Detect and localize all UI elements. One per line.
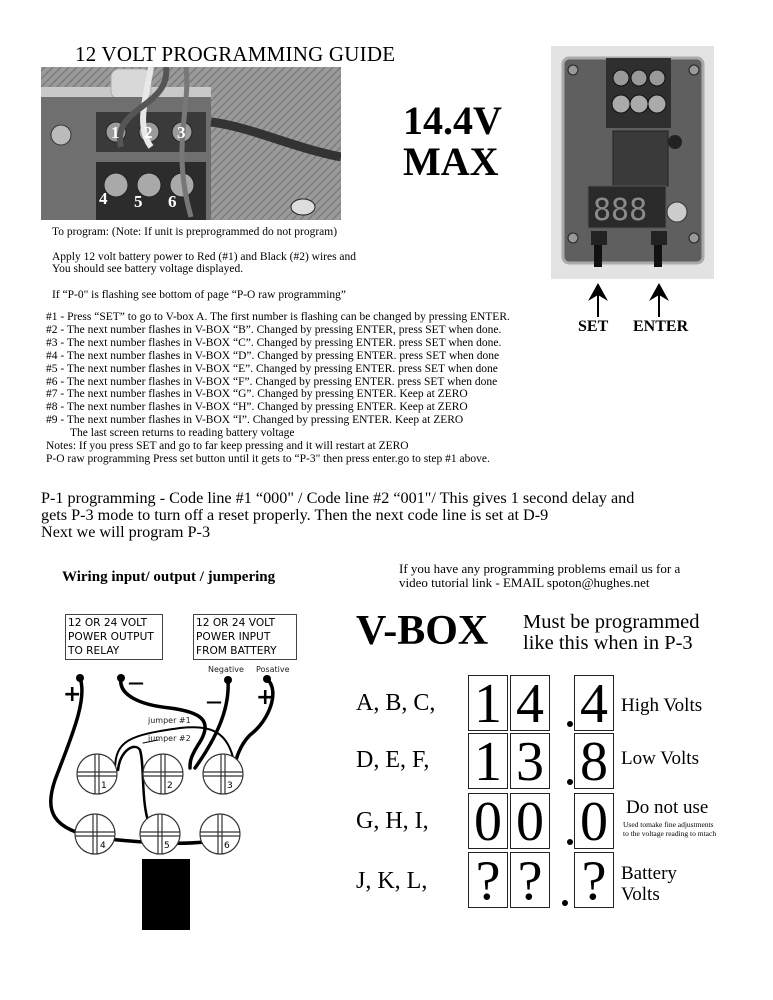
photo-terminal-2: 2: [144, 123, 153, 142]
terminal-5-label: 5: [164, 841, 170, 851]
intro-see-voltage: You should see battery voltage displayed.: [52, 263, 244, 275]
terminal-1-label: 1: [101, 781, 107, 791]
digit-f: 8: [574, 733, 614, 789]
digit-l: ?: [574, 852, 614, 908]
terminal-6-label: 6: [224, 841, 230, 851]
steps-notes: Notes: If you press SET and go to far keep pressing and it will restart at ZERO: [46, 440, 409, 453]
input-box-line-3: FROM BATTERY: [196, 645, 277, 657]
page-title: 12 VOLT PROGRAMMING GUIDE: [75, 42, 396, 66]
positive-label: Posative: [256, 665, 290, 674]
do-not-use-label: Do not use: [626, 797, 709, 818]
output-box-line-1: 12 OR 24 VOLT: [68, 617, 148, 629]
row-def-letters: D, E, F,: [356, 747, 430, 773]
decimal-point: [567, 779, 573, 785]
vbox-subtitle-line-2: like this when in P-3: [523, 632, 693, 654]
step-9: #9 - The next number flashes in V-BOX “I”. Changed by pressing ENTER. Keep at ZERO: [46, 414, 464, 427]
help-email-line: video tutorial link - EMAIL spoton@hughes.net: [399, 575, 650, 590]
low-volts-label: Low Volts: [621, 748, 699, 769]
terminal-block-photo: [41, 67, 341, 220]
max-voltage-label: MAX: [403, 139, 499, 184]
enter-button-label: ENTER: [633, 318, 689, 335]
output-plus-sign: +: [63, 682, 82, 707]
intro-note: To program: (Note: If unit is preprogrammed do not program): [52, 226, 338, 238]
step-2: #2 - The next number flashes in V-BOX “B”. Changed by pressing ENTER, press SET when done.: [46, 323, 502, 336]
fine-adjust-note-2: to the voltage reading to mtach: [623, 829, 717, 838]
fine-adjust-note-1: Used tomake fine adjustments: [623, 820, 714, 829]
programming-steps: [46, 311, 510, 466]
input-minus-sign: —: [206, 692, 222, 711]
terminal-3-label: 3: [227, 781, 233, 791]
jumper-2-label: jumper #2: [148, 734, 191, 743]
input-box-line-1: 12 OR 24 VOLT: [196, 617, 276, 629]
relay-module-photo: [551, 46, 714, 279]
input-box: [193, 614, 297, 660]
step-8: #8 - The next number flashes in V-BOX “H”. Changed by pressing ENTER. Keep at ZERO: [46, 401, 468, 414]
terminal-2-label: 2: [167, 781, 173, 791]
p1-programming-section: [41, 490, 634, 541]
vbox-subtitle-line-1: Must be programmed: [523, 611, 700, 633]
intro-p0-note: If “P-0" is flashing see bottom of page “P-O raw programming”: [52, 289, 347, 301]
photo-terminal-6: 6: [168, 192, 177, 211]
step-6: #6 - The next number flashes in V-BOX “F”. Changed by pressing ENTER. press SET when done: [46, 375, 498, 388]
digit-e: 3: [510, 733, 550, 789]
digit-j: ?: [468, 852, 508, 908]
photo-terminal-1: 1: [111, 123, 120, 142]
photo-terminal-5: 5: [134, 192, 143, 211]
digit-d: 1: [468, 733, 508, 789]
set-button-label: SET: [578, 318, 609, 335]
output-minus-sign: —: [128, 673, 144, 692]
digit-i: 0: [574, 793, 614, 849]
help-text: [399, 562, 680, 590]
device-display: 888: [593, 193, 648, 228]
help-line-1: If you have any programming problems email us for a: [399, 561, 681, 576]
max-voltage-heading: [403, 100, 502, 182]
digit-g: 0: [468, 793, 508, 849]
digit-b: 4: [510, 675, 550, 731]
enter-arrow-icon: [649, 283, 669, 317]
row-ghi-letters: G, H, I,: [356, 808, 429, 834]
p1-line-3: Next we will program P-3: [41, 523, 211, 541]
set-arrow-icon: [588, 283, 608, 317]
battery-volts-line-2: Volts: [621, 884, 660, 905]
battery-volts-line-1: Battery: [621, 863, 677, 884]
intro-apply-power: Apply 12 volt battery power to Red (#1) and Black (#2) wires and: [52, 251, 357, 263]
input-plus-sign: +: [256, 685, 275, 710]
step-last-screen: The last screen returns to reading battery voltage: [70, 427, 295, 440]
decimal-point: [567, 839, 573, 845]
photo-terminal-3: 3: [177, 123, 186, 142]
step-7: #7 - The next number flashes in V-BOX “G”. Changed by pressing ENTER. Keep at ZERO: [46, 388, 468, 401]
p1-line-2: gets P-3 mode to turn off a reset properly. Then the next code line is set at D-9: [41, 506, 549, 524]
digit-a: 1: [468, 675, 508, 731]
terminal-4-label: 4: [100, 841, 106, 851]
wiring-title: Wiring input/ output / jumpering: [62, 569, 276, 585]
p1-line-1: P-1 programming - Code line #1 “000" / Code line #2 “001"/ This gives 1 second delay and: [41, 489, 635, 507]
battery-volts-label: [621, 863, 677, 905]
digit-k: ?: [510, 852, 550, 908]
decimal-point: [562, 900, 568, 906]
row-jkl-letters: J, K, L,: [356, 868, 428, 894]
step-4: #4 - The next number flashes in V-BOX “D”. Changed by pressing ENTER. press SET when done: [46, 349, 500, 362]
decimal-point: [567, 721, 573, 727]
output-box-line-3: TO RELAY: [68, 645, 120, 657]
output-box: [65, 614, 163, 660]
step-3: #3 - The next number flashes in V-BOX “C”. Changed by pressing ENTER. press SET when done.: [46, 336, 502, 349]
row-abc-letters: A, B, C,: [356, 690, 436, 716]
relay-block: [142, 859, 190, 930]
step-5: #5 - The next number flashes in V-BOX “E”. Changed by pressing ENTER. press SET when done: [46, 362, 498, 375]
max-voltage-value: 14.4V: [403, 98, 502, 143]
step-1: #1 - Press “SET” to go to V-box A. The first number is flashing can be changed by pressing ENTER.: [46, 311, 510, 323]
high-volts-label: High Volts: [621, 695, 703, 716]
vbox-title: V-BOX: [356, 608, 489, 654]
output-box-line-2: POWER OUTPUT: [68, 631, 154, 643]
vbox-subtitle: [523, 612, 700, 654]
input-box-line-2: POWER INPUT: [196, 631, 271, 643]
jumper-1-label: jumper #1: [148, 716, 191, 725]
terminal-screws: [70, 748, 280, 856]
photo-terminal-4: 4: [99, 189, 108, 208]
negative-label: Negative: [208, 665, 244, 674]
steps-p0-raw: P-O raw programming Press set button until it gets to “P-3" then press enter.go to step #1 above.: [46, 452, 490, 465]
digit-h: 0: [510, 793, 550, 849]
digit-c: 4: [574, 675, 614, 731]
